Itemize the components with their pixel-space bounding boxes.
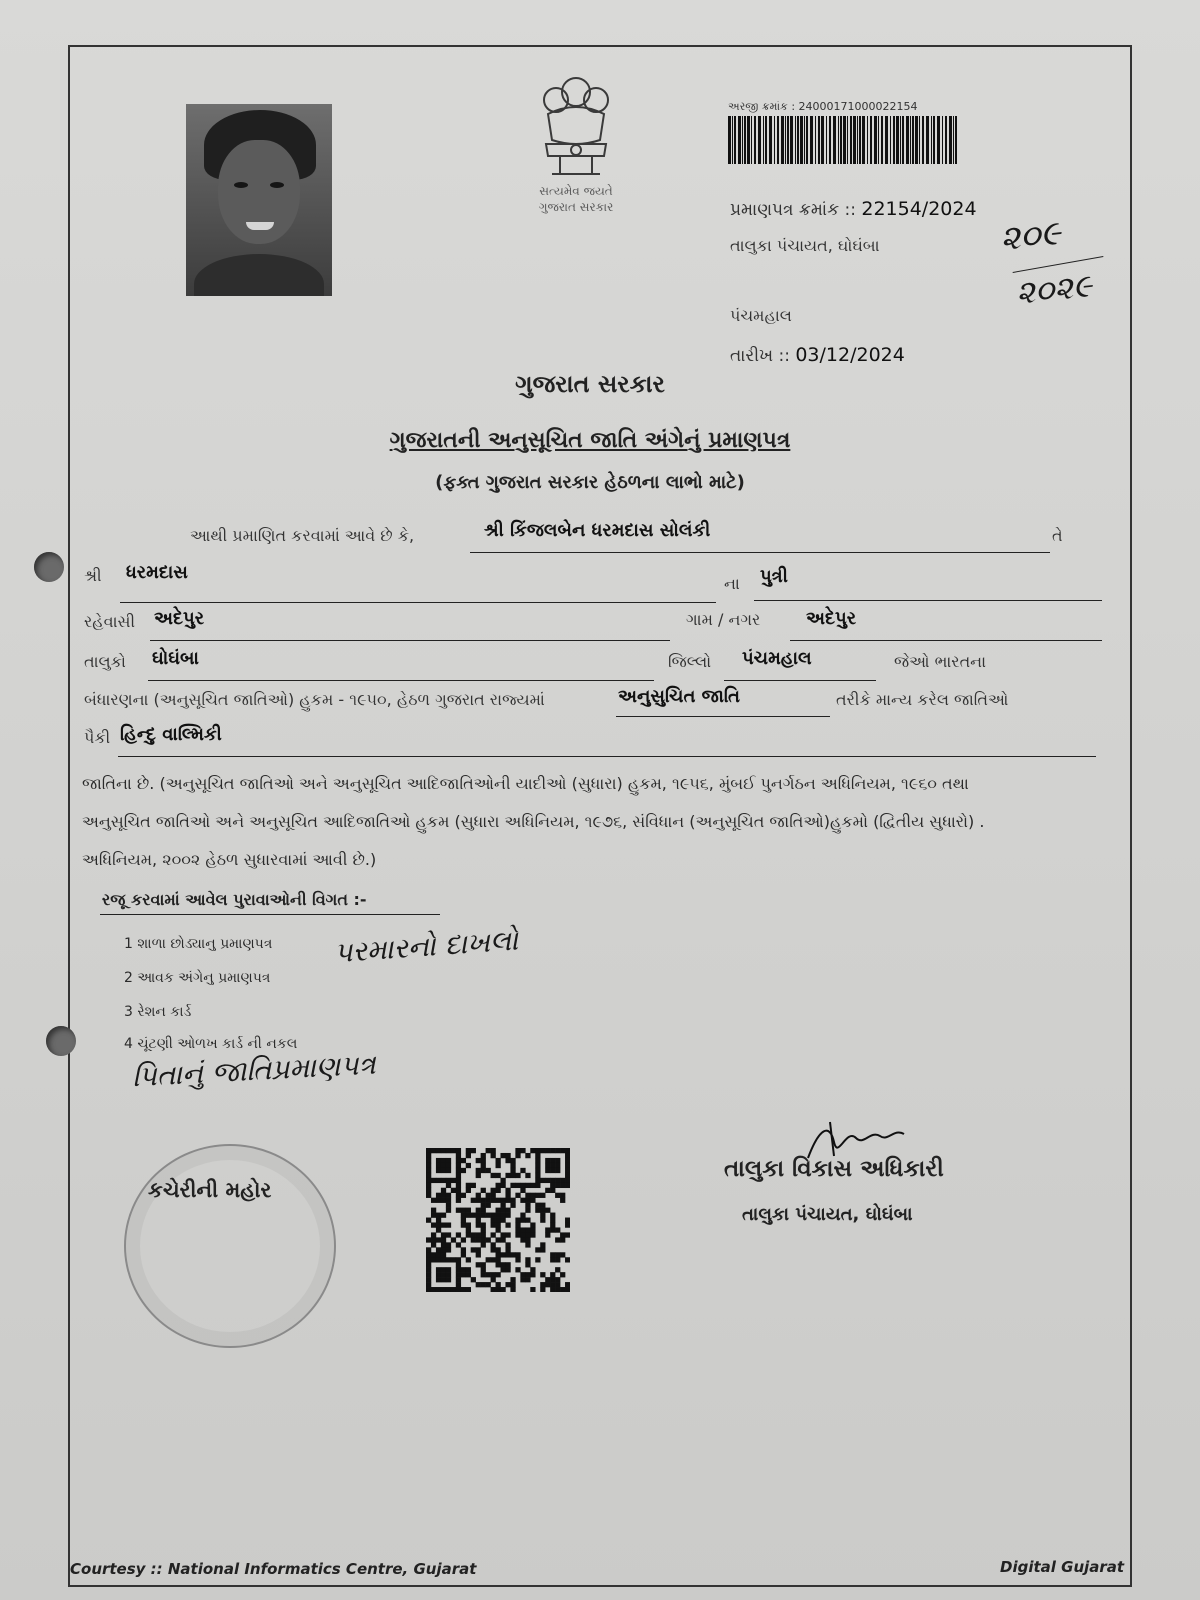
certificate-number-label: પ્રમાણપત્ર ક્રમાંક ::: [730, 200, 856, 220]
punch-hole-bottom: [46, 1026, 76, 1056]
proof-item-2: 2 આવક અંગેનુ પ્રમાણપત્ર: [124, 970, 271, 986]
handwritten-note-1: પરમારનો દાખલો: [333, 923, 520, 970]
handwritten-note-2: પિતાનું જાતિપ્રમાણપત્ર: [131, 1047, 377, 1094]
recognized-text: તરીકે માન્ય કરેલ જાતિઓ: [836, 690, 1009, 709]
emblem-government: ગુજરાત સરકાર: [538, 200, 614, 214]
government-heading: ગુજરાત સરકાર: [515, 370, 665, 398]
district-label: જિલ્લો: [668, 652, 712, 671]
qr-code: [426, 1148, 570, 1292]
national-emblem-icon: [526, 70, 626, 182]
caste-value: હિન્દુ વાલ્મિકી: [120, 724, 222, 745]
certificate-number-value: 22154/2024: [861, 198, 977, 220]
taluka-label: તાલુકો: [84, 652, 126, 671]
proofs-heading-underline: [100, 914, 440, 915]
intro-text: આથી પ્રમાણિત કરવામાં આવે છે કે,: [190, 526, 415, 545]
india-text: જેઓ ભારતના: [894, 652, 987, 671]
legal-para-line-2: અનુસૂચિત જાતિઓ અને અનુસૂચિત આદિજાતિઓ હુકમ (સુધારા અધિનિયમ, ૧૯૭૬, સંવિધાન (અનુસૂચિત જાતિઓ)હુકમો (દ્વિતીય સુધારો) .: [82, 812, 985, 831]
certificate-title: ગુજરાતની અનુસૂચિત જાતિ અંગેનું પ્રમાણપત્ર: [389, 428, 791, 453]
among-text: પૈકી: [84, 728, 111, 747]
officer-office: તાલુકા પંચાયત, ઘોઘંબા: [742, 1204, 913, 1225]
category-value: અનુસુચિત જાતિ: [618, 686, 740, 707]
legal-para-line-1: જાતિના છે. (અનુસૂચિત જાતિઓ અને અનુસૂચિત આદિજાતિઓની યાદીઓ (સુધારા) હુકમ, ૧૯૫૬, મુંબઈ પુનર્ગઠન અધિનિયમ, ૧૯૬૦ તથા: [82, 774, 969, 793]
emblem-motto: સત્યમેવ જયતે: [539, 184, 613, 198]
relation: પુત્રી: [760, 566, 788, 587]
taluka-value: ઘોઘંબા: [152, 648, 199, 669]
resident-underline: [150, 640, 670, 641]
issue-date-value: 03/12/2024: [795, 344, 905, 366]
proof-item-1: 1 શાળા છોડ્યાનુ પ્રમાણપત્ર: [124, 936, 273, 952]
proof-item-4: 4 ચૂંટણી ઓળખ કાર્ડ ની નકલ: [124, 1036, 298, 1052]
footer-digital-gujarat: Digital Gujarat: [1000, 1558, 1125, 1576]
resident-value: અદેપુર: [154, 608, 205, 629]
application-number-label: અરજી ક્રમાંક :: [728, 100, 796, 113]
constitution-text: બંધારણના (અનુસૂચિત જાતિઓ) હુકમ - ૧૯૫૦, હેઠળ ગુજરાત રાજ્યમાં: [84, 690, 545, 709]
legal-para-line-3: અધિનિયમ, ૨૦૦૨ હેઠળ સુધારવામાં આવી છે.): [82, 850, 377, 869]
caste-underline: [118, 756, 1096, 757]
certificate-subtitle: (ફક્ત ગુજરાત સરકાર હેઠળના લાભો માટે): [435, 472, 745, 493]
issuing-district: પંચમહાલ: [730, 306, 792, 325]
village-label: ગામ / નગર: [686, 610, 761, 629]
district-underline: [724, 680, 876, 681]
applicant-photo: [186, 104, 332, 296]
category-underline: [616, 716, 830, 717]
certificate-number: [730, 198, 977, 220]
footer-courtesy: Courtesy :: National Informatics Centre, Gujarat: [70, 1560, 477, 1578]
issue-date: [730, 344, 905, 366]
district-value: પંચમહાલ: [742, 648, 812, 669]
relation-underline: [754, 600, 1102, 601]
issuing-office: તાલુકા પંચાયત, ઘોઘંબા: [730, 236, 880, 255]
father-name: ધરમદાસ: [126, 562, 188, 583]
application-number: [728, 100, 918, 114]
resident-label: રહેવાસી: [84, 612, 136, 631]
handwritten-number-bottom: ૨૦૨૯: [1014, 266, 1094, 312]
application-number-value: 24000171000022154: [798, 100, 918, 113]
village-value: અદેપુર: [806, 608, 857, 629]
barcode: [728, 116, 960, 168]
handwritten-number-top: ૨૦૯: [998, 212, 1063, 260]
proofs-heading: રજૂ કરવામાં આવેલ પુરાવાઓની વિગત :-: [102, 890, 367, 909]
applicant-name: શ્રી કિંજલબેન ધરમદાસ સોલંકી: [484, 520, 711, 541]
name-underline: [470, 552, 1050, 553]
village-underline: [790, 640, 1102, 641]
issue-date-label: તારીખ ::: [730, 346, 790, 366]
father-underline: [120, 602, 716, 603]
proof-item-3: 3 રેશન કાર્ડ: [124, 1004, 192, 1020]
officer-title: તાલુકા વિકાસ અધિકારી: [724, 1156, 944, 1182]
punch-hole-top: [34, 552, 64, 582]
office-seal-label: કચેરીની મહોર: [148, 1178, 272, 1202]
na-text: ના: [724, 574, 740, 593]
office-seal: [124, 1144, 336, 1348]
taluka-underline: [148, 680, 654, 681]
te-text: તે: [1052, 526, 1063, 545]
shri-text: શ્રી: [84, 566, 102, 585]
